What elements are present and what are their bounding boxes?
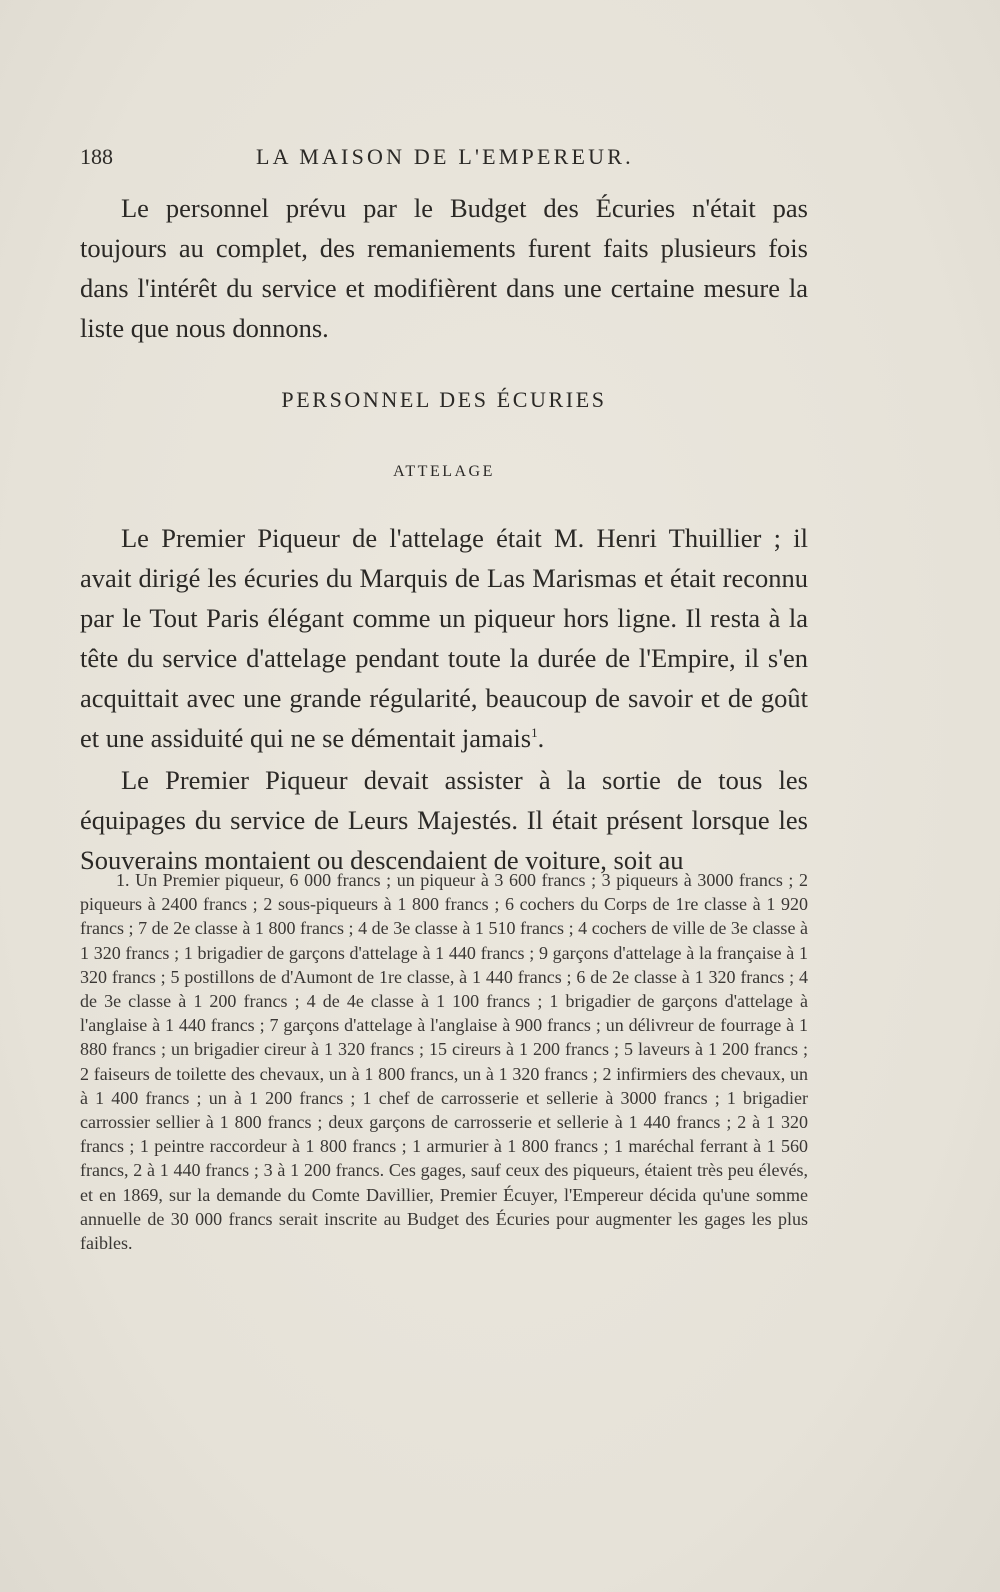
footnote-text: 1. Un Premier piqueur, 6 000 francs ; un piqueur à 3 600 francs ; 3 piqueurs à 3000 francs ; 2 piqueurs à 2400 francs ; 2 sous-piqueurs à 1 800 francs ; 6 cochers du Corps de 1re classe à 1 920 francs ; 7 de 2e classe à 1 800 francs ; 4 de 3e classe à 1 510 francs ; 4 cochers de ville de 3e classe à 1 320 francs ; 1 brigadier de garçons d'attelage à 1 440 francs ; 9 garçons d'attelage à la française à 1 320 francs ; 5 postillons de d'Aumont de 1re classe, à 1 440 francs ; 6 de 2e classe à 1 320 francs ; 4 de 3e classe à 1 200 francs ; 4 de 4e classe à 1 100 francs ; 1 brigadier de garçons d'attelage à l'anglaise à 1 440 francs ; 7 garçons d'attelage à l'anglaise à 900 francs ; un délivreur de fourrage à 1 880 francs ; un brigadier cireur à 1 320 francs ; 15 cireurs à 1 200 francs ; 5 laveurs à 1 200 francs ; 2 faiseurs de toilette des chevaux, un à 1 800 francs, un à 1 320 francs ; 2 infirmiers des chevaux, un à 1 400 francs ; un à 1 200 francs ; 1 chef de carrosserie et sellerie à 3000 francs ; 1 brigadier carrossier sellier à 1 800 francs ; deux garçons de carrosserie et sellerie à 1 440 francs ; 2 à 1 320 francs ; 1 peintre raccordeur à 1 800 francs ; 1 armurier à 1 800 francs ; 1 maréchal ferrant à 1 560 francs, 2 à 1 440 francs ; 3 à 1 200 francs. Ces gages, sauf ceux des piqueurs, étaient très peu élevés, et en 1869, sur la demande du Comte Davillier, Premier Écuyer, l'Empereur décida qu'une somme annuelle de 30 000 francs serait inscrite au Budget des Écuries pour augmenter les gages les plus faibles. <box>80 870 808 1254</box>
paragraph-2: Le Premier Piqueur devait assister à la sortie de tous les équipages du service de Leurs Majestés. Il était présent lorsque les Souverains montaient ou descendaient de voiture, soit au <box>80 765 808 875</box>
paragraph-1-text: Le Premier Piqueur de l'attelage était M. Henri Thuillier ; il avait dirigé les écuries du Marquis de Las Marismas et était reconnu par le Tout Paris élégant comme un piqueur hors ligne. Il resta à la tête du service d'attelage pendant toute la durée de l'Empire, il s'en acquittait avec une grande régularité, beaucoup de savoir et de goût et une assiduité qui ne se démentait jamais <box>80 523 808 753</box>
body-text <box>80 518 808 880</box>
subsection-title: ATTELAGE <box>393 463 495 480</box>
footnote <box>80 868 808 1255</box>
footnote-reference: 1 <box>531 725 538 741</box>
paragraph-1 <box>80 518 808 758</box>
intro-paragraph: Le personnel prévu par le Budget des Écuries n'était pas toujours au complet, des remaniements furent faits plusieurs fois dans l'intérêt du service et modifièrent dans une certaine mesure la liste que nous donnons. <box>80 193 808 343</box>
intro-block <box>80 188 808 348</box>
section-title: PERSONNEL DES ÉCURIES <box>281 387 607 412</box>
page-header <box>80 144 820 174</box>
running-head: LA MAISON DE L'EMPEREUR. <box>256 144 634 169</box>
page-number: 188 <box>80 144 113 169</box>
paragraph-1-end: . <box>537 723 545 753</box>
